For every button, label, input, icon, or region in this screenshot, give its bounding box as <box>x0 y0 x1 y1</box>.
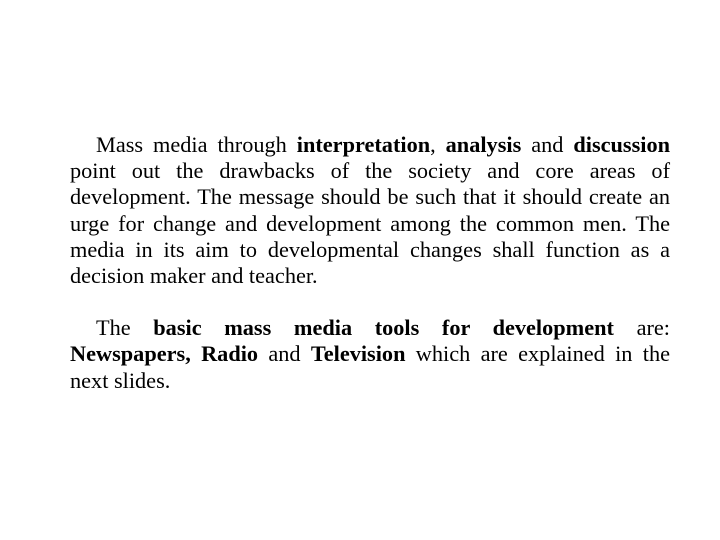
paragraph-mass-media-role <box>70 132 670 289</box>
text-run: The <box>96 315 154 341</box>
paragraph-media-tools <box>70 315 670 394</box>
text-run: and <box>258 341 311 367</box>
text-run: , <box>430 132 446 157</box>
bold-term-discussion: discussion <box>573 132 671 157</box>
bold-term-analysis: analysis <box>445 132 522 157</box>
bold-term-newspapers-radio: Newspapers, Radio <box>70 341 259 367</box>
bold-term-media-tools: basic mass media tools for development <box>153 315 614 341</box>
text-run: Mass media through <box>96 132 297 157</box>
text-run: are: <box>613 315 670 341</box>
slide-body <box>70 132 670 394</box>
text-run: and <box>521 132 574 157</box>
bold-term-interpretation: interpretation <box>296 132 431 157</box>
bold-term-television: Television <box>310 341 406 367</box>
text-run: which are explained in the next slides. <box>70 341 671 393</box>
text-run: point out the drawbacks of the society and core areas of development. The message should be such that it should create an urge for change and development among the common men. The media in its aim to developmental changes shall function as a decision maker and teacher. <box>70 158 670 289</box>
